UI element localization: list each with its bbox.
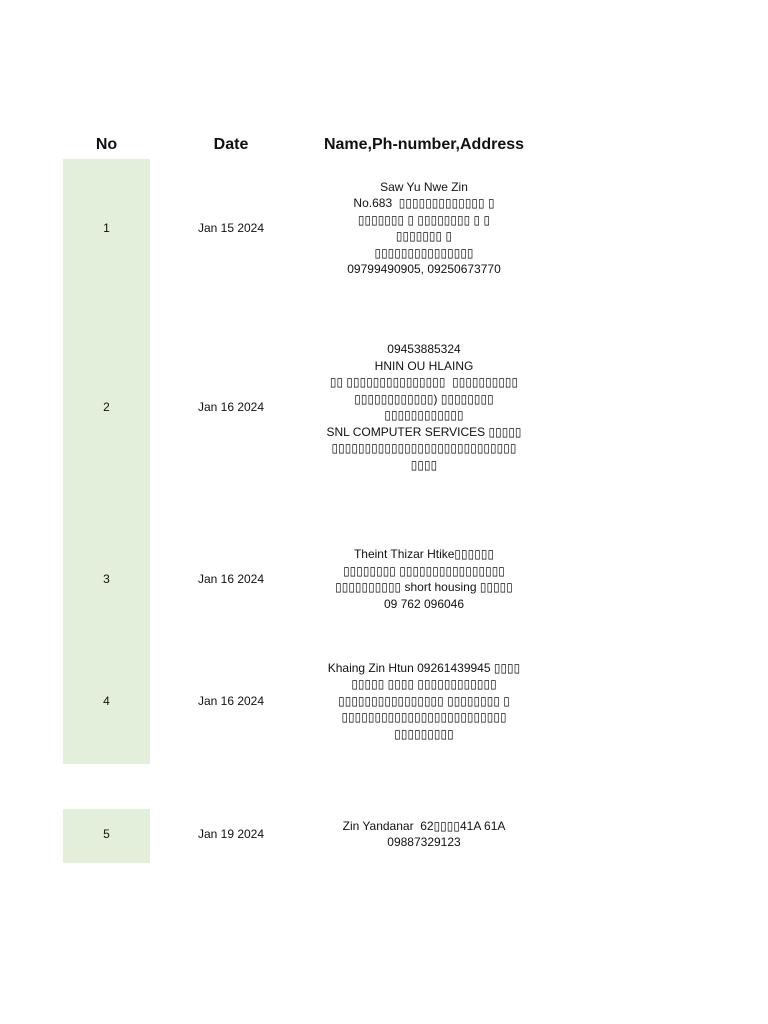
row-details xyxy=(304,540,544,618)
detail-line: ▯▯▯▯▯▯▯▯▯▯▯▯▯▯▯ xyxy=(374,245,474,260)
header-date: Date xyxy=(213,136,249,153)
detail-line: ▯▯▯▯▯▯▯ ▯ xyxy=(395,229,453,243)
detail-line: 09799490905, 09250673770 xyxy=(347,262,501,276)
row-details xyxy=(304,160,544,296)
row-number: 2 xyxy=(103,399,110,414)
header-name-phone-address: Name,Ph-number,Address xyxy=(323,136,525,153)
detail-line: SNL COMPUTER SERVICES ▯▯▯▯▯ xyxy=(326,424,522,439)
row-details xyxy=(304,654,544,748)
detail-line: HNIN OU HLAING xyxy=(374,358,474,373)
detail-line: 09453885324 xyxy=(387,342,461,356)
detail-line: ▯▯▯▯▯▯▯▯▯▯▯▯▯▯▯▯ ▯▯▯▯▯▯▯▯ ▯ xyxy=(338,693,510,708)
detail-line: 09 762 096046 xyxy=(383,596,465,611)
detail-line: Theint Thizar Htike▯▯▯▯▯▯ xyxy=(353,547,495,561)
row-details xyxy=(304,812,544,856)
detail-line: ▯▯▯▯▯▯▯ ▯ ▯▯▯▯▯▯▯▯ ▯ ▯ xyxy=(357,212,491,227)
row-date: Jan 16 2024 xyxy=(197,571,265,586)
row-number: 3 xyxy=(103,571,110,586)
detail-line: Saw Yu Nwe Zin xyxy=(380,179,468,194)
detail-line: ▯▯▯▯▯▯▯▯▯▯▯▯▯▯▯▯▯▯▯▯▯▯▯▯▯ xyxy=(341,710,507,725)
detail-line: ▯▯▯▯▯▯▯▯▯▯ short housing ▯▯▯▯▯ xyxy=(335,580,513,594)
header-no: No xyxy=(95,136,118,153)
detail-line: ▯▯▯▯▯▯▯▯▯ xyxy=(394,726,454,741)
detail-line: Zin Yandanar 62▯▯▯▯41A 61A xyxy=(342,818,506,833)
row-date: Jan 15 2024 xyxy=(197,220,265,235)
detail-line: ▯▯▯▯▯ ▯▯▯▯ ▯▯▯▯▯▯▯▯▯▯▯▯ xyxy=(351,677,497,692)
row-number: 5 xyxy=(103,826,110,841)
detail-line: 09887329123 xyxy=(387,835,461,849)
detail-line: ▯▯▯▯▯▯▯▯▯▯▯▯) ▯▯▯▯▯▯▯▯ xyxy=(354,391,494,406)
row-number: 4 xyxy=(103,693,110,708)
detail-line: No.683 ▯▯▯▯▯▯▯▯▯▯▯▯▯ ▯ xyxy=(353,196,495,210)
row-number: 1 xyxy=(103,220,110,235)
detail-line: ▯▯▯▯▯▯▯▯ ▯▯▯▯▯▯▯▯▯▯▯▯▯▯▯▯ xyxy=(343,563,505,578)
row-date: Jan 19 2024 xyxy=(197,826,265,841)
detail-line: ▯▯▯▯▯▯▯▯▯▯▯▯ xyxy=(384,408,464,422)
row-date: Jan 16 2024 xyxy=(197,693,265,708)
detail-line: ▯▯▯▯ xyxy=(410,457,438,472)
detail-line: Khaing Zin Htun 09261439945 ▯▯▯▯ xyxy=(327,660,521,675)
row-date: Jan 16 2024 xyxy=(197,399,265,414)
row-details xyxy=(304,340,544,474)
detail-line: ▯▯▯▯▯▯▯▯▯▯▯▯▯▯▯▯▯▯▯▯▯▯▯▯▯▯▯▯ xyxy=(331,441,517,455)
detail-line: ▯▯ ▯▯▯▯▯▯▯▯▯▯▯▯▯▯▯ ▯▯▯▯▯▯▯▯▯▯ xyxy=(329,375,519,389)
